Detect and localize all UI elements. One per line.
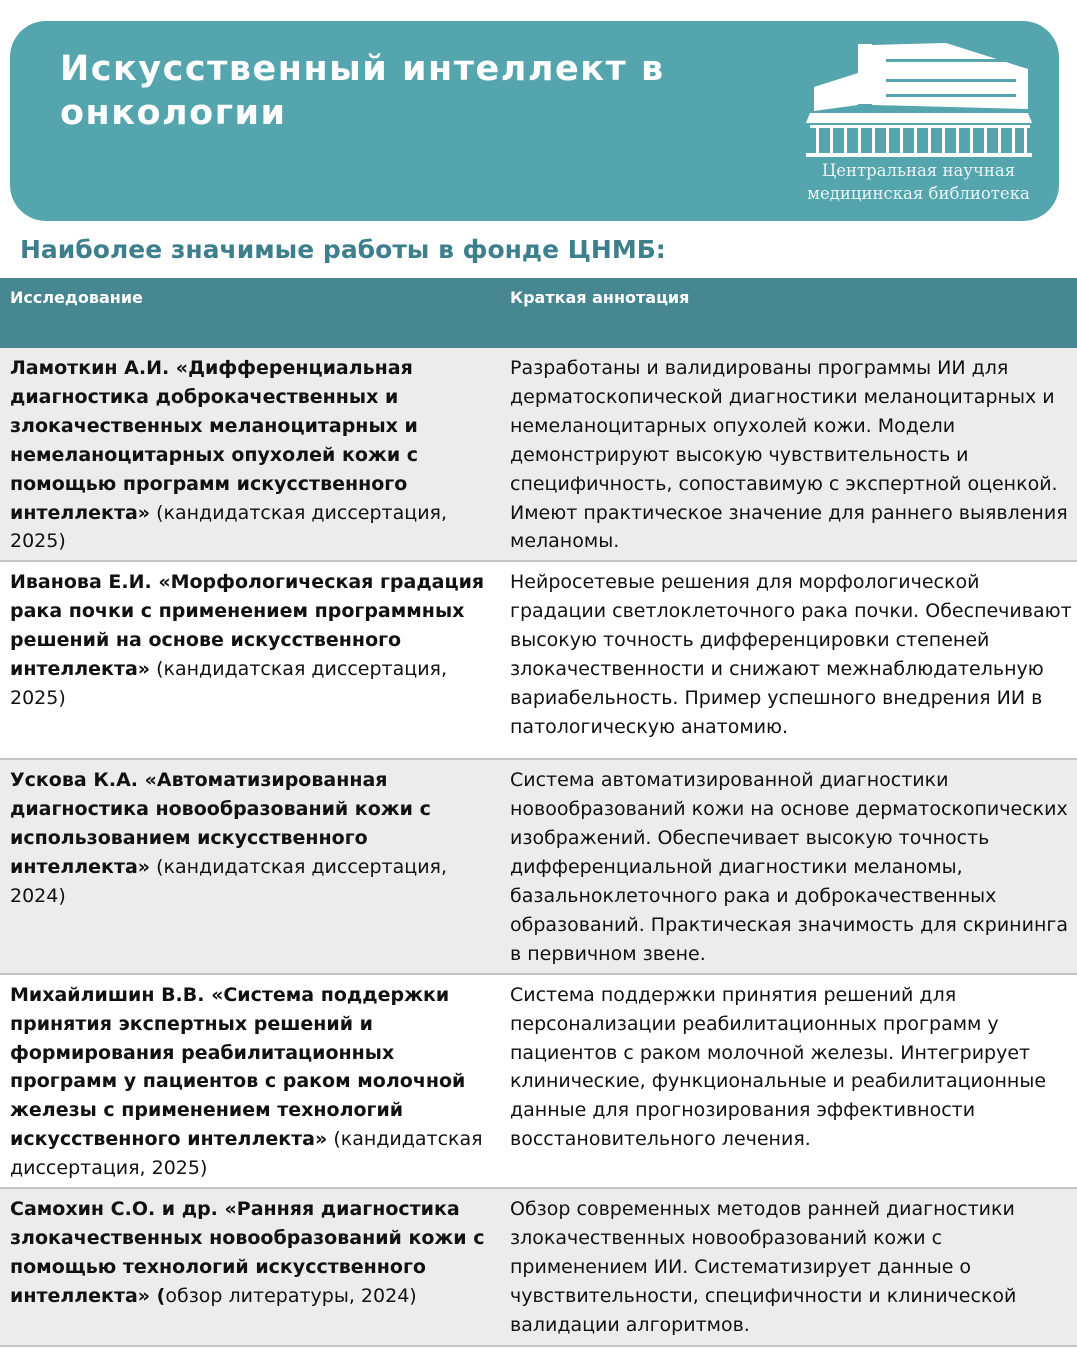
study-type: обзор литературы, 2024) [165, 1284, 417, 1307]
study-cell [0, 974, 500, 1188]
study-type: (кандидатская диссертация, 2025) [10, 1128, 483, 1180]
study-cell [0, 348, 500, 561]
library-name-line2: медицинская библиотека [807, 184, 1030, 203]
study-type: (кандидатская диссертация, 2025) [10, 658, 448, 709]
library-name-line1: Центральная научная [821, 161, 1016, 180]
study-title: Самохин С.О. и др. «Ранняя диагностика злокачественных новообразований кожи с помощью технологий искусственного интеллекта» ( [10, 1198, 485, 1307]
table-row [0, 1188, 1077, 1346]
table-row [0, 561, 1077, 759]
column-header-annotation: Краткая аннотация [500, 278, 1077, 348]
library-building-icon [796, 39, 1041, 159]
study-title: Ускова К.А. «Автоматизированная диагностика новообразований кожи с использованием искусственного интеллекта» [10, 769, 431, 879]
library-logo [796, 39, 1041, 209]
study-title: Михайлишин В.В. «Система поддержки принятия экспертных решений и формирования реабилитационных программ у пациентов с раком молочной железы с применением технологий искусственного интеллекта» [10, 983, 466, 1151]
annotation-cell: Разработаны и валидированы программы ИИ для дерматоскопической диагностики меланоцитарных и немеланоцитарных опухолей кожи. Модели демонстрируют высокую чувствительность и специфичность, сопоставимую с экспертной оценкой. Имеют практическое значение для раннего выявления меланомы. [500, 348, 1077, 561]
annotation-cell: Система поддержки принятия решений для персонализации реабилитационных программ у пациентов с раком молочной железы. Интегрирует клинические, функциональные и реабилитационные данные для прогнозирования эффективности восстановительного лечения. [500, 974, 1077, 1188]
table-row [0, 974, 1077, 1188]
table-row [0, 348, 1077, 561]
study-cell [0, 1188, 500, 1346]
study-cell [0, 561, 500, 759]
library-name [796, 159, 1041, 205]
annotation-cell: Система автоматизированной диагностики новообразований кожи на основе дерматоскопических изображений. Обеспечивает высокую точность дифференциальной диагностики меланомы, базальноклеточного рака и доброкачественных образований. Практическая значимость для скрининга в первичном звене. [500, 759, 1077, 973]
table-row [0, 759, 1077, 973]
table-header-row [0, 278, 1077, 348]
study-cell [0, 759, 500, 973]
page-title: Искусственный интеллект в онкологии [60, 49, 665, 133]
works-table [0, 278, 1077, 1347]
study-title: Иванова Е.И. «Морфологическая градация рака почки с применением программных решений на основе искусственного интеллекта» [10, 571, 485, 681]
column-header-study: Исследование [0, 278, 500, 348]
study-type: (кандидатская диссертация, 2024) [10, 856, 448, 907]
section-subtitle: Наиболее значимые работы в фонде ЦНМБ: [20, 235, 666, 264]
header-banner [10, 21, 1059, 221]
study-title: Ламоткин А.И. «Дифференциальная диагностика доброкачественных и злокачественных меланоцитарных и немеланоцитарных опухолей кожи с помощью программ искусственного интеллекта» [10, 357, 419, 524]
annotation-cell: Обзор современных методов ранней диагностики злокачественных новообразований кожи с применением ИИ. Систематизирует данные о чувствительности, специфичности и клинической валидации алгоритмов. [500, 1188, 1077, 1346]
study-type: (кандидатская диссертация, 2025) [10, 501, 448, 553]
annotation-cell: Нейросетевые решения для морфологической градации светлоклеточного рака почки. Обеспечивают высокую точность дифференцировки степеней злокачественности и снижают межнаблюдательную вариабельность. Пример успешного внедрения ИИ в патологическую анатомию. [500, 561, 1077, 759]
